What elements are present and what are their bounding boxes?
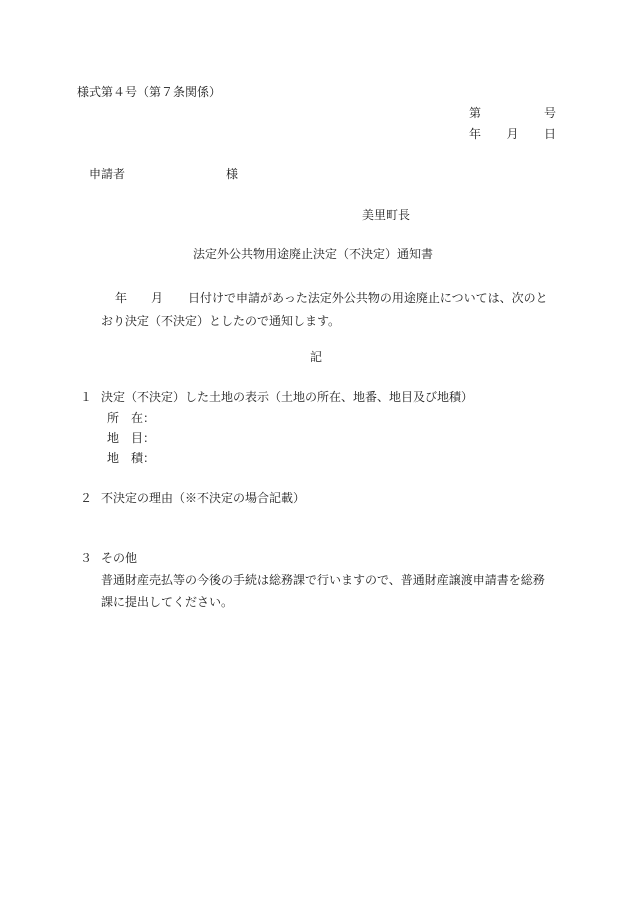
body-line-1: 日付けで申請があった法定外公共物の用途廃止については、次のと bbox=[188, 291, 548, 305]
date-day-label: 日 bbox=[543, 127, 556, 141]
number-suffix: 号 bbox=[543, 106, 556, 120]
recipient-honorific: 様 bbox=[226, 167, 239, 181]
issue-date bbox=[469, 126, 556, 142]
item1-number: １ bbox=[80, 390, 93, 404]
item3-text: その他 bbox=[101, 551, 138, 565]
body-date-year: 年 bbox=[115, 291, 128, 305]
body-line-2: おり決定（不決定）としたので通知します。 bbox=[101, 314, 341, 328]
ki-marker: 記 bbox=[310, 350, 323, 364]
land-category-label: 地 目： bbox=[107, 431, 156, 445]
location-label: 所 在： bbox=[107, 411, 156, 425]
date-month-label: 月 bbox=[506, 127, 519, 141]
document-title: 法定外公共物用途廃止決定（不決定）通知書 bbox=[193, 247, 434, 261]
issuer-name: 美里町長 bbox=[362, 208, 411, 222]
land-area-label: 地 積： bbox=[107, 451, 156, 465]
recipient-label: 申請者 bbox=[89, 167, 126, 181]
number-prefix: 第 bbox=[469, 106, 482, 120]
item3-number: ３ bbox=[80, 551, 93, 565]
body-date-month: 月 bbox=[151, 291, 164, 305]
date-year-label: 年 bbox=[469, 127, 482, 141]
item3-detail-line-2: 課に提出してください。 bbox=[101, 595, 234, 609]
item2-text: 不決定の理由（※不決定の場合記載） bbox=[101, 491, 306, 505]
item3-detail-line-1: 普通財産売払等の今後の手続は総務課で行いますので、普通財産譲渡申請書を総務 bbox=[101, 573, 545, 587]
form-number: 様式第４号（第７条関係） bbox=[77, 85, 222, 99]
document-number bbox=[469, 105, 556, 121]
item1-text: 決定（不決定）した土地の表示（土地の所在、地番、地目及び地積） bbox=[101, 390, 474, 404]
item2-number: ２ bbox=[80, 491, 93, 505]
